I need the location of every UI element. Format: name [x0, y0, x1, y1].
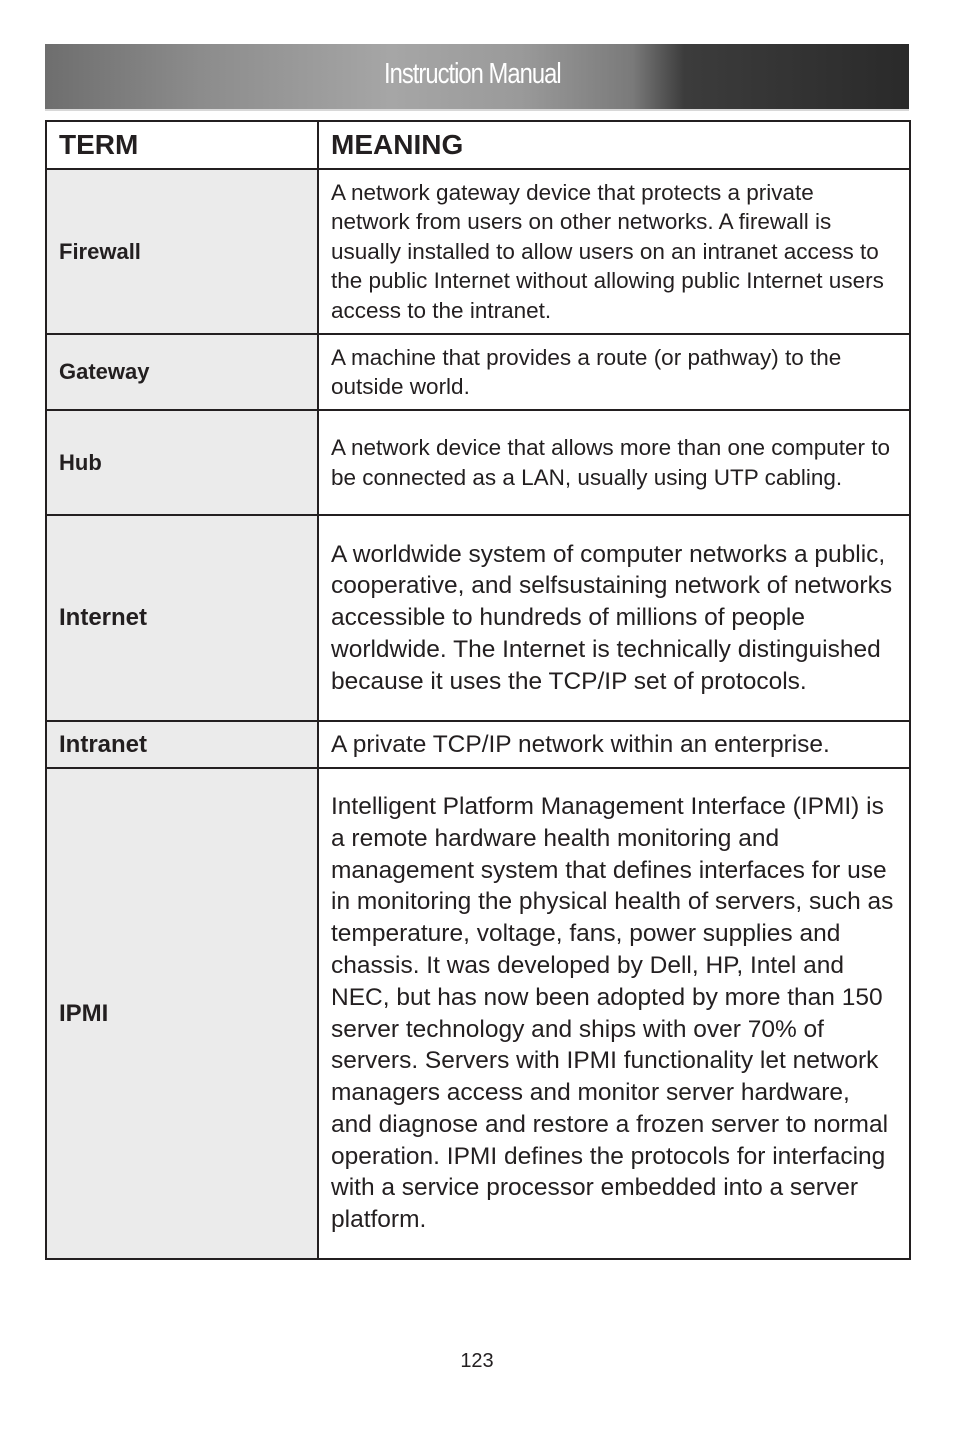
term-hub: Hub — [46, 410, 318, 515]
meaning-internet: A worldwide system of computer networks a public, cooperative, and selfsustaining network of networks accessible to hundreds of millions of people worldwide. The Internet is technically distinguished because it uses the TCP/IP set of protocols. — [318, 515, 910, 721]
meaning-ipmi: Intelligent Platform Management Interface (IPMI) is a remote hardware health monitoring and management system that defines interfaces for use in monitoring the physical health of servers, such as temperature, voltage, fans, power supplies and chassis. It was developed by Dell, HP, Intel and NEC, but has now been adopted by more than 150 server technology and ships with over 70% of servers. Servers with IPMI functionality let network managers access and monitor server hardware, and diagnose and restore a frozen server to normal operation. IPMI defines the protocols for interfacing with a service processor embedded into a server platform. — [318, 768, 910, 1259]
term-intranet: Intranet — [46, 721, 318, 768]
table-row — [46, 410, 910, 515]
term-gateway: Gateway — [46, 334, 318, 410]
table-row — [46, 334, 910, 410]
table-row — [46, 515, 910, 721]
term-internet: Internet — [46, 515, 318, 721]
meaning-column-header: MEANING — [318, 121, 910, 169]
term-firewall: Firewall — [46, 169, 318, 334]
meaning-hub: A network device that allows more than one computer to be connected as a LAN, usually using UTP cabling. — [318, 410, 910, 515]
manual-title: Instruction Manual — [384, 58, 561, 90]
glossary-table — [45, 120, 911, 1260]
table-row — [46, 721, 910, 768]
term-column-header: TERM — [46, 121, 318, 169]
page-number: 123 — [460, 1350, 494, 1372]
table-row — [46, 768, 910, 1259]
table-row — [46, 169, 910, 334]
header-banner — [45, 44, 909, 111]
meaning-intranet: A private TCP/IP network within an enterprise. — [318, 721, 910, 768]
term-ipmi: IPMI — [46, 768, 318, 1259]
meaning-firewall: A network gateway device that protects a private network from users on other networks. A firewall is usually installed to allow users on an intranet access to the public Internet without allowing public Internet users access to the intranet. — [318, 169, 910, 334]
table-header-row — [46, 121, 910, 169]
meaning-gateway: A machine that provides a route (or pathway) to the outside world. — [318, 334, 910, 410]
